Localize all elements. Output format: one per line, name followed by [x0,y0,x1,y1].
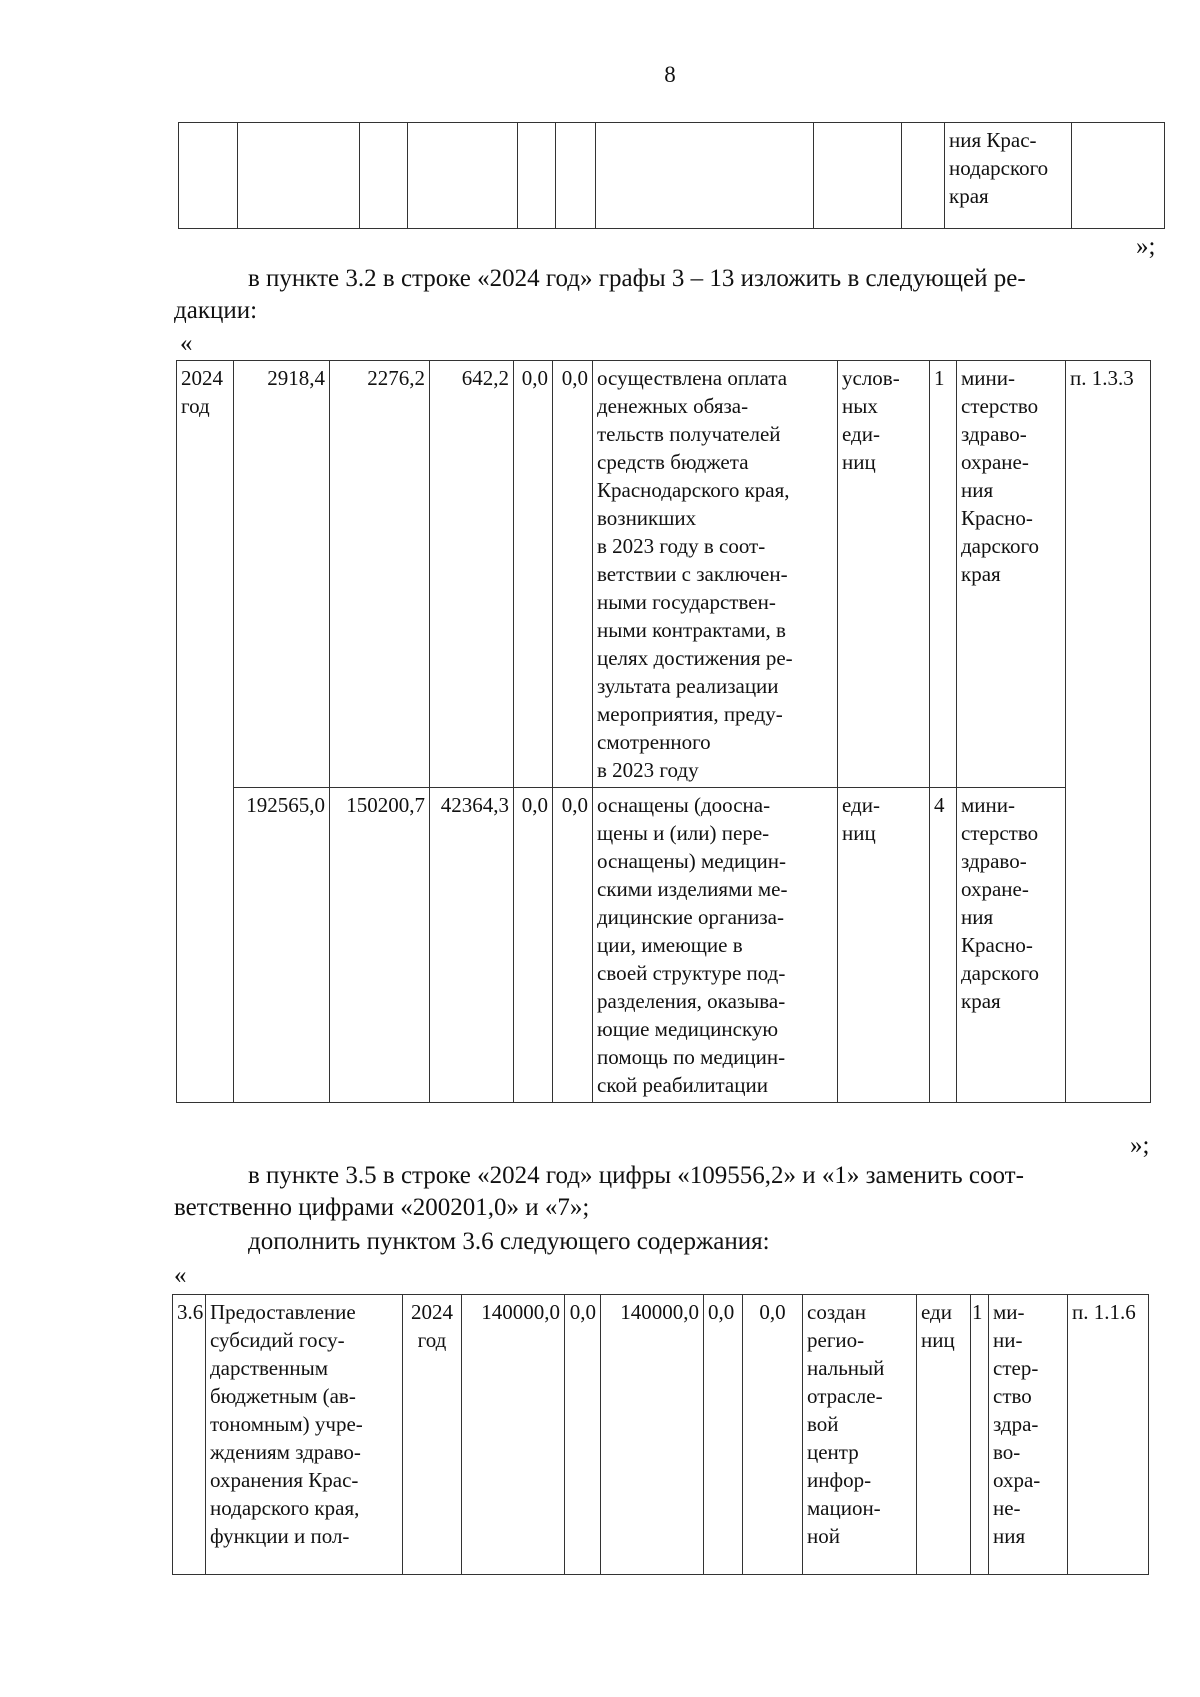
value-col-7: 0,0 [743,1295,803,1575]
executor-cell: ми- ни- стер- ство здра- во- охра- не- ния [989,1295,1068,1575]
value-col-4: 42364,3 [430,788,514,1103]
value-col-4: 0,0 [565,1295,601,1575]
value-col-5: 0,0 [514,788,553,1103]
measure-name: Предоставление субсидий госу- дарственным бюджетным (ав- тономным) учре- ждениям здраво- охранения Крас- нодарского края, функции и пол- [206,1295,403,1575]
year-cell: 2024 год [403,1295,462,1575]
cell [556,123,596,229]
opening-quote: « [180,330,193,357]
value-col-5: 0,0 [514,361,553,788]
opening-quote: « [174,1262,187,1289]
paragraph-3-2: в пункте 3.2 в строке «2024 год» графы 3 – 13 изложить в следующей ре- дакции: [174,265,1026,324]
cell [238,123,360,229]
paragraph-3-5: в пункте 3.5 в строке «2024 год» цифры «109556,2» и «1» заменить соот- ветственно цифрами «200201,0» и «7»; [174,1162,1024,1221]
indicator-value: 1 [971,1295,989,1575]
cell [814,123,902,229]
paragraph-add-3-6: дополнить пунктом 3.6 следующего содержания: [248,1228,770,1255]
value-col-3: 2276,2 [330,361,430,788]
cell [518,123,556,229]
indicator-value: 4 [930,788,957,1103]
table-point-3-6 [172,1294,1149,1575]
closing-quote: »; [1136,233,1156,260]
unit-cell: услов- ных еди- ниц [838,361,930,788]
table-row [173,1295,1149,1575]
value-col-6: 0,0 [553,788,593,1103]
value-col-6: 0,0 [704,1295,743,1575]
executor-cell: ния Крас- нодарского края [945,123,1072,229]
cell [360,123,408,229]
executor-cell: мини- стерство здраво- охране- ния Красно- дарского края [957,361,1066,788]
table-row [177,788,1151,1103]
page-number: 8 [664,62,676,87]
value-col-5: 140000,0 [601,1295,704,1575]
reference-cell: п. 1.3.3 [1066,361,1151,1103]
cell [902,123,945,229]
result-description: создан регио- нальный отрасле- вой центр инфор- мацион- ной [803,1295,917,1575]
indicator-value: 1 [930,361,957,788]
unit-cell: еди ниц [917,1295,971,1575]
result-description: осуществлена оплата денежных обяза- тельств получателей средств бюджета Краснодарского края, возникших в 2023 году в соот- ветствии с заключен- ными государствен- ными контрактами, в целях достижения ре- зультата реализации мероприятия, преду- смотренного в 2023 году [593,361,838,788]
table-row [177,361,1151,788]
cell [596,123,814,229]
value-col-6: 0,0 [553,361,593,788]
unit-cell: еди- ниц [838,788,930,1103]
executor-cell: мини- стерство здраво- охране- ния Красно- дарского края [957,788,1066,1103]
total-value: 192565,0 [234,788,330,1103]
year-cell: 2024 год [177,361,234,1103]
result-description: оснащены (доосна- щены и (или) пере- оснащены) медицин- скими изделиями ме- дицинские организа- ции, имеющие в своей структуре под- разделения, оказыва- ющие медицинскую помощь по медицин- ской реабилитации [593,788,838,1103]
continuation-table [178,122,1165,229]
cell [408,123,518,229]
value-col-4: 642,2 [430,361,514,788]
item-number: 3.6 [173,1295,206,1575]
total-value: 140000,0 [462,1295,565,1575]
cell [179,123,238,229]
value-col-3: 150200,7 [330,788,430,1103]
total-value: 2918,4 [234,361,330,788]
reference-cell: п. 1.1.6 [1068,1295,1149,1575]
table-point-3-2 [176,360,1151,1103]
closing-quote: »; [1130,1132,1150,1159]
cell [1072,123,1165,229]
